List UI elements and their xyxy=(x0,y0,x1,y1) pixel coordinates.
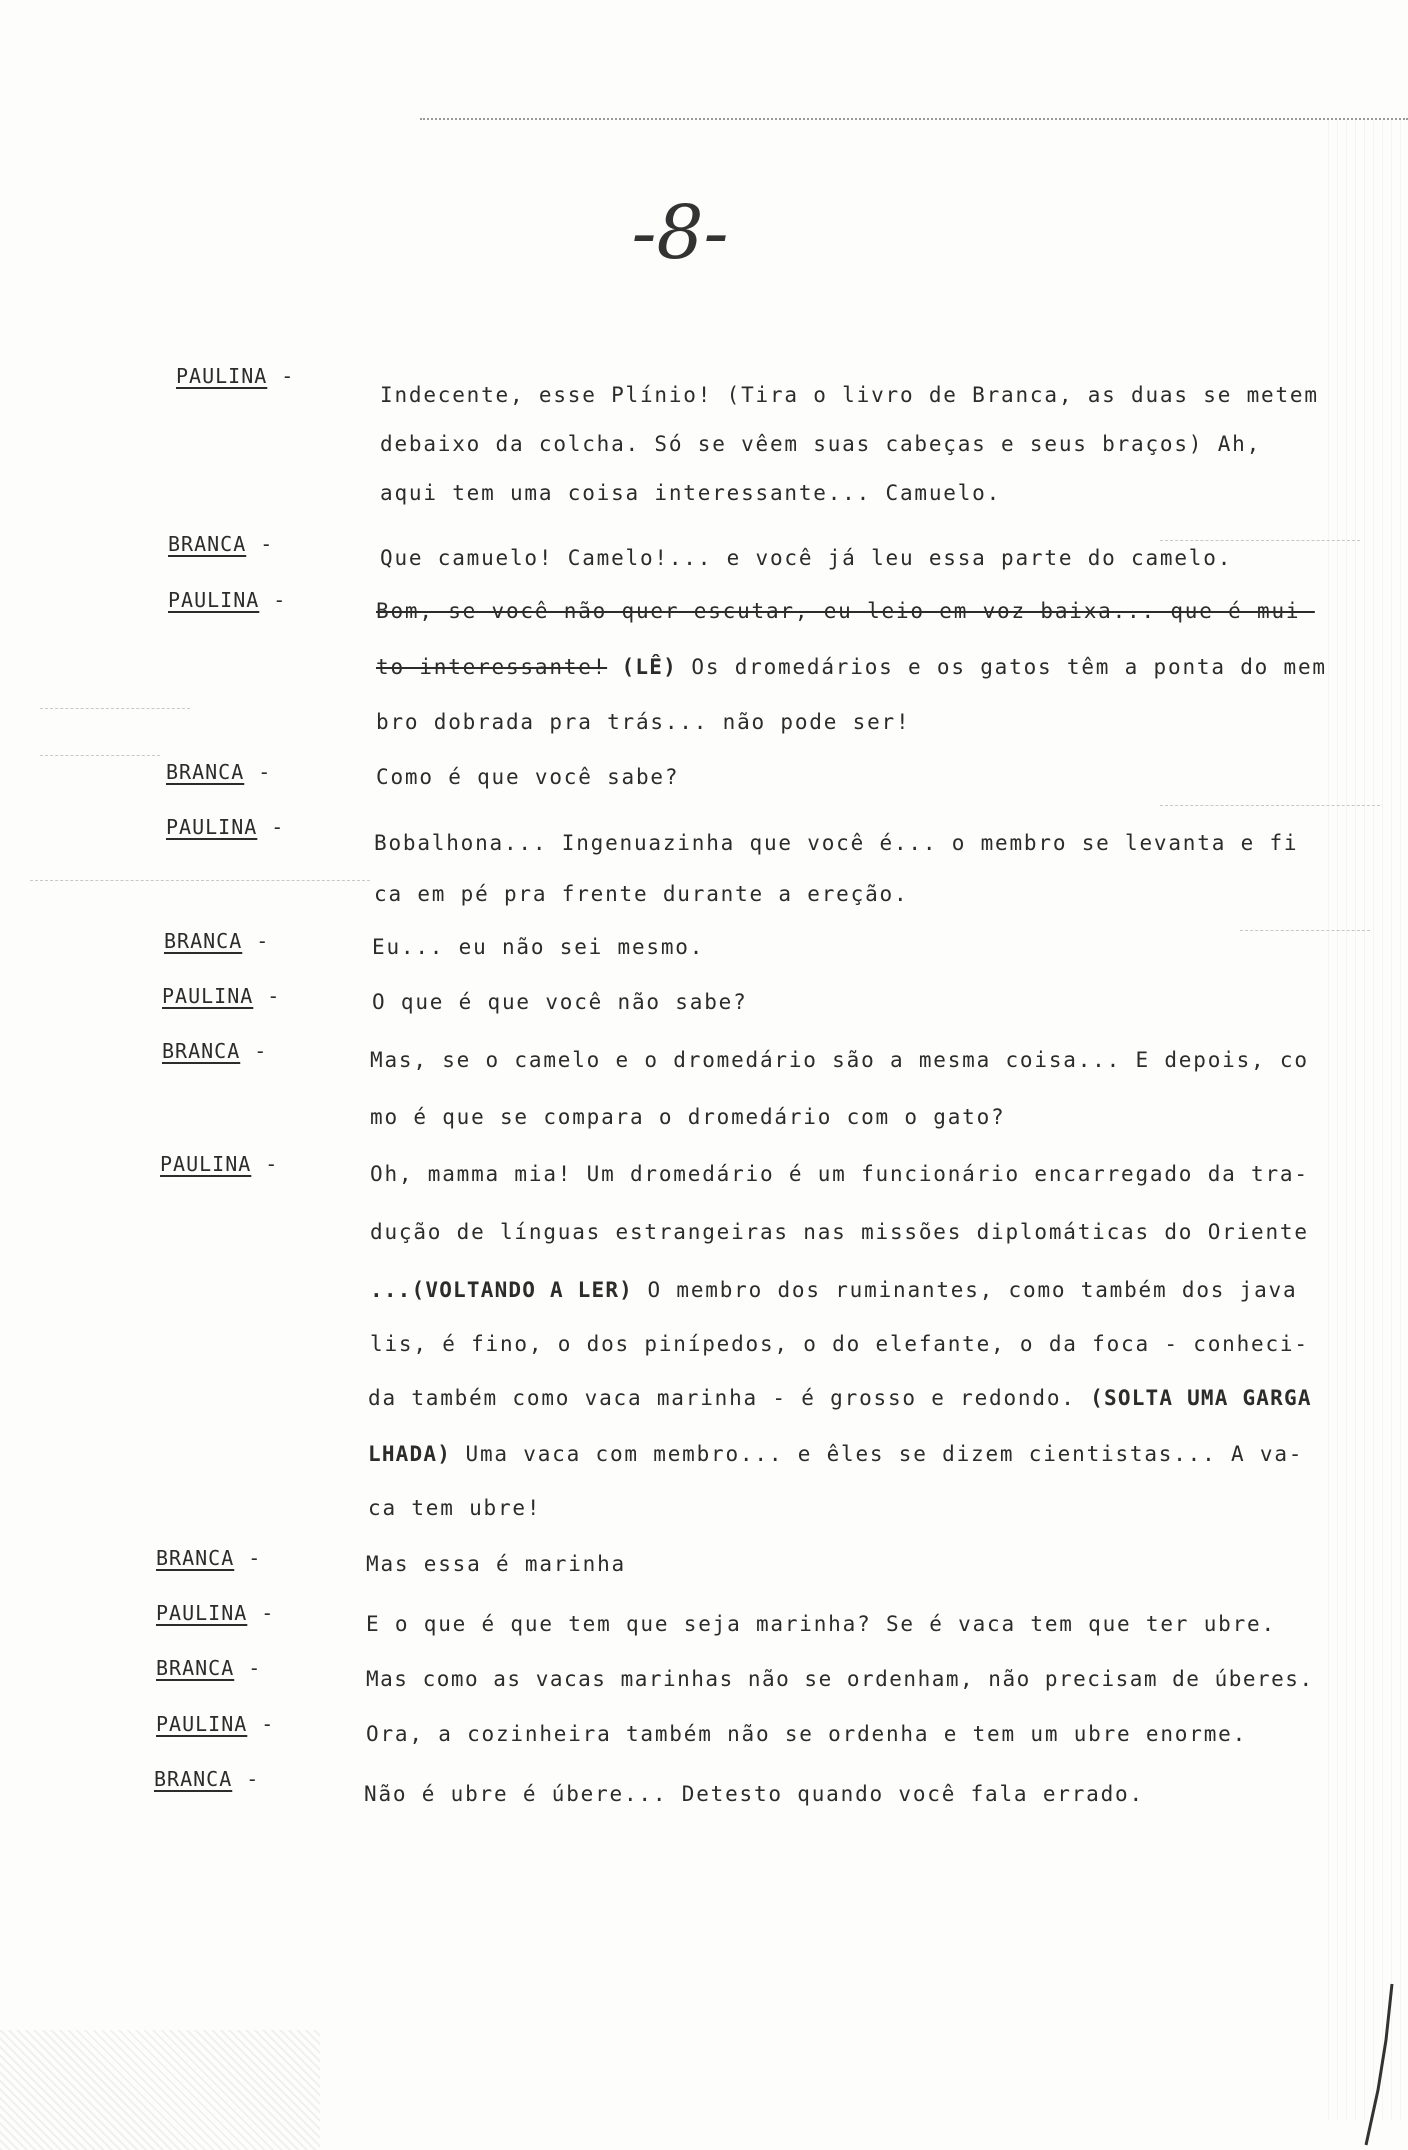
dialogue-line: Indecente, esse Plínio! (Tira o livro de Branca, as duas se metem xyxy=(380,383,1319,407)
dialogue-line: debaixo da colcha. Só se vêem suas cabeças e seus braços) Ah, xyxy=(380,432,1262,456)
dialogue-line: O que é que você não sabe? xyxy=(372,990,748,1014)
corner-stroke-icon xyxy=(1356,1980,1396,2150)
scan-smudge xyxy=(1160,540,1360,541)
dialogue-line: ca tem ubre! xyxy=(368,1496,542,1520)
speaker-name: PAULINA - xyxy=(176,362,294,390)
scan-corner-texture xyxy=(0,2030,320,2150)
dialogue-text: Uma vaca com membro... e êles se dizem cientistas... A va- xyxy=(465,1442,1304,1466)
struck-dialogue-line: Bom, se você não quer escutar, eu leio em voz baixa... que é mui- xyxy=(376,599,1315,623)
dialogue-line: ca em pé pra frente durante a ereção. xyxy=(374,882,909,906)
speaker-name: PAULINA - xyxy=(160,1150,278,1178)
dialogue-line: aqui tem uma coisa interessante... Camuelo. xyxy=(380,481,1002,505)
scan-smudge xyxy=(40,755,160,756)
speaker-name: PAULINA - xyxy=(166,813,284,841)
page-number: -8- xyxy=(631,190,729,276)
stage-direction: ...(VOLTANDO A LER) xyxy=(370,1278,634,1302)
dialogue-line: Bobalhona... Ingenuazinha que você é... o membro se levanta e fi xyxy=(374,831,1299,855)
speaker-name: BRANCA - xyxy=(168,530,273,558)
speaker-name: BRANCA - xyxy=(156,1544,261,1572)
dialogue-line: lis, é fino, o dos pinípedos, o do elefante, o da foca - conheci- xyxy=(370,1332,1309,1356)
scan-smudge xyxy=(40,708,190,709)
dialogue-line: Como é que você sabe? xyxy=(376,765,680,789)
speaker-name: PAULINA - xyxy=(156,1599,274,1627)
speaker-name: BRANCA - xyxy=(154,1765,259,1793)
dialogue-line: Mas, se o camelo e o dromedário são a mesma coisa... E depois, co xyxy=(370,1048,1309,1072)
dialogue-line: Eu... eu não sei mesmo. xyxy=(372,935,705,959)
dialogue-line: dução de línguas estrangeiras nas missões diplomáticas do Oriente xyxy=(370,1220,1309,1244)
dialogue-line xyxy=(370,1276,1297,1304)
dialogue-line: bro dobrada pra trás... não pode ser! xyxy=(376,710,911,734)
top-rule xyxy=(420,118,1408,120)
speaker-name: BRANCA - xyxy=(164,927,269,955)
speaker-name: PAULINA - xyxy=(168,586,286,614)
speaker-name: PAULINA - xyxy=(162,982,280,1010)
scan-smudge xyxy=(1240,930,1370,931)
struck-text: to interessante! xyxy=(376,655,608,679)
dialogue-line xyxy=(368,1384,1312,1412)
speaker-name: PAULINA - xyxy=(156,1710,274,1738)
speaker-name: BRANCA - xyxy=(166,758,271,786)
dialogue-text: da também como vaca marinha - é grosso e redondo. xyxy=(368,1386,1076,1410)
dialogue-line: Ora, a cozinheira também não se ordenha e tem um ubre enorme. xyxy=(366,1722,1248,1746)
speaker-name: BRANCA - xyxy=(156,1654,261,1682)
scan-smudge xyxy=(1160,805,1380,806)
stage-direction: (SOLTA UMA GARGA xyxy=(1090,1386,1312,1410)
dialogue-line: Oh, mamma mia! Um dromedário é um funcionário encarregado da tra- xyxy=(370,1162,1309,1186)
scan-smudge xyxy=(30,880,370,881)
dialogue-line: E o que é que tem que seja marinha? Se é vaca tem que ter ubre. xyxy=(366,1612,1276,1636)
speaker-name: BRANCA - xyxy=(162,1037,267,1065)
stage-direction: LHADA) xyxy=(368,1442,452,1466)
dialogue-line: Mas como as vacas marinhas não se ordenham, não precisam de úberes. xyxy=(366,1667,1314,1691)
dialogue-text: Os dromedários e os gatos têm a ponta do mem xyxy=(691,655,1327,679)
dialogue-line: mo é que se compara o dromedário com o gato? xyxy=(370,1105,1006,1129)
dialogue-line xyxy=(376,653,1327,681)
scan-edge-texture xyxy=(1328,120,1408,2120)
dialogue-line: Não é ubre é úbere... Detesto quando você fala errado. xyxy=(364,1782,1144,1806)
dialogue-line: Mas essa é marinha xyxy=(366,1552,626,1576)
dialogue-line xyxy=(368,1440,1303,1468)
dialogue-text: O membro dos ruminantes, como também dos java xyxy=(647,1278,1298,1302)
stage-direction: (LÊ) xyxy=(621,655,677,679)
dialogue-line: Que camuelo! Camelo!... e você já leu essa parte do camelo. xyxy=(380,546,1233,570)
